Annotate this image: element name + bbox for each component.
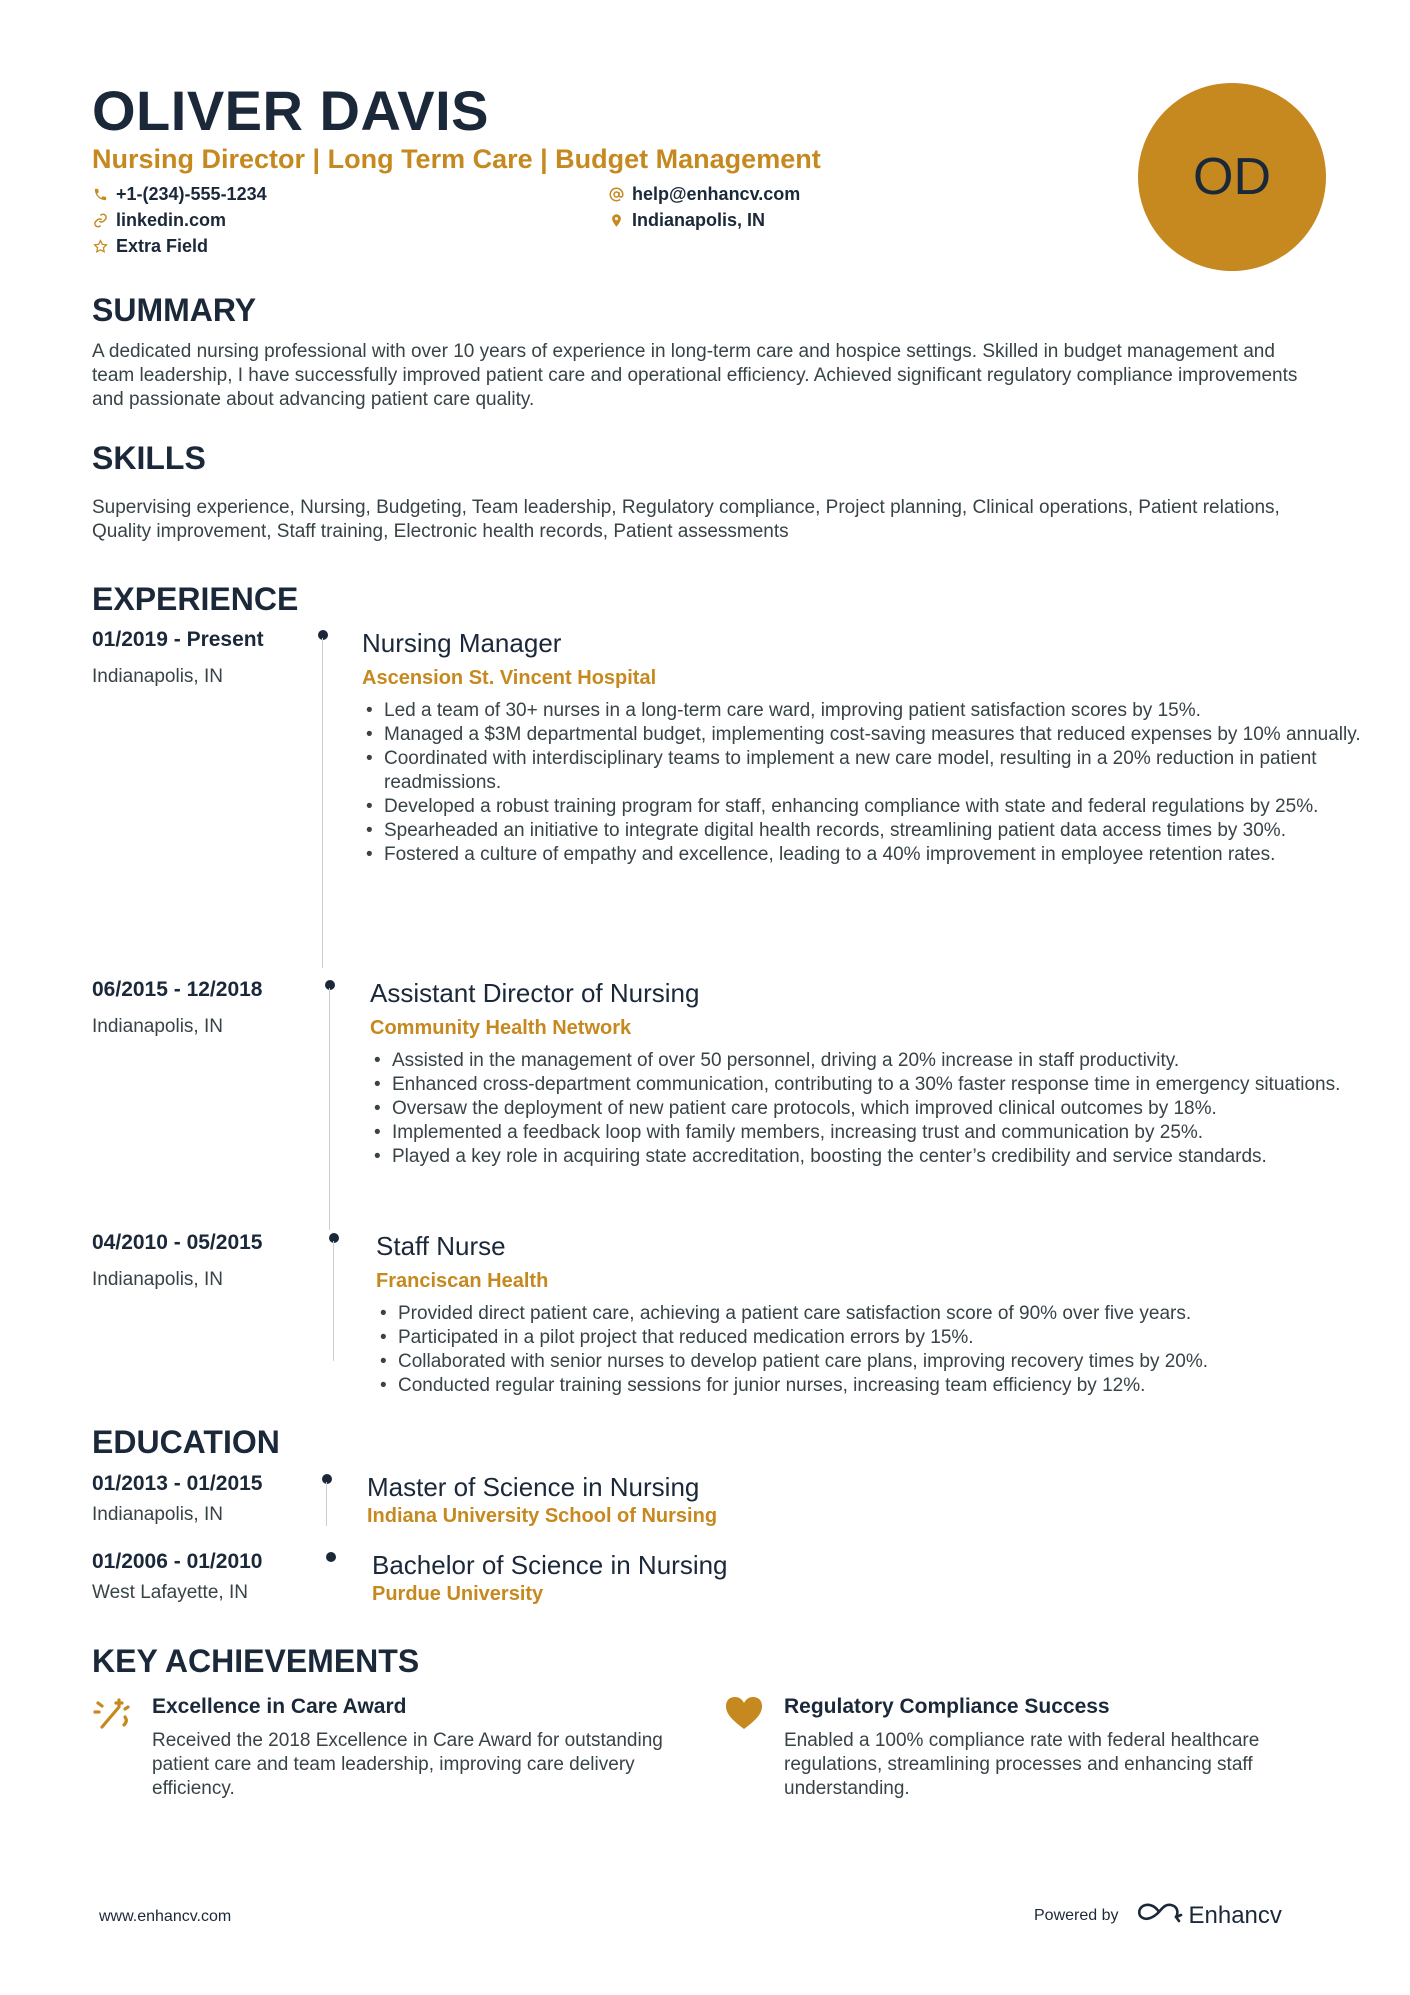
achievement-title: Regulatory Compliance Success: [784, 1695, 1110, 1718]
education-school: Purdue University: [372, 1583, 544, 1605]
education-location: Indianapolis, IN: [92, 1504, 223, 1525]
timeline-line: [333, 1241, 334, 1361]
contact-location: [608, 207, 765, 233]
contact-phone: [92, 181, 267, 207]
location-text: Indianapolis, IN: [632, 209, 766, 230]
infinity-logo-icon: [1135, 1900, 1183, 1931]
education-degree: Master of Science in Nursing: [367, 1472, 700, 1502]
experience-bullets: [376, 1302, 1376, 1398]
list-item: • Developed a robust training program for staff, enhancing compliance with state and federal regulations by 25%.: [362, 795, 1362, 819]
experience-org: Community Health Network: [370, 1017, 632, 1039]
magic-wand-icon: [92, 1695, 132, 1731]
achievement-item: [724, 1695, 1284, 1815]
skills-text: Supervising experience, Nursing, Budgeting, Team leadership, Regulatory compliance, Project planning, Clinical operations, Patient relations, Quality improvement, Staff training, Electronic health records, Patient assessments: [92, 497, 1280, 542]
list-item: • Led a team of 30+ nurses in a long-term care ward, improving patient satisfaction scores by 15%.: [362, 699, 1362, 723]
timeline-line: [322, 638, 323, 968]
achievement-title: Excellence in Care Award: [152, 1695, 407, 1718]
list-item: • Participated in a pilot project that reduced medication errors by 15%.: [376, 1326, 1376, 1350]
education-entry: [92, 1472, 1332, 1542]
experience-date: 01/2019 - Present: [92, 628, 264, 651]
experience-bullets: [362, 699, 1362, 867]
education-date: 01/2013 - 01/2015: [92, 1472, 263, 1495]
avatar-initials: OD: [1193, 148, 1271, 206]
education-degree: Bachelor of Science in Nursing: [372, 1550, 728, 1580]
achievements-heading: KEY ACHIEVEMENTS: [92, 1643, 420, 1679]
achievement-text: Enabled a 100% compliance rate with federal healthcare regulations, streamlining processes and enhancing staff understanding.: [784, 1730, 1260, 1799]
experience-entry: [92, 978, 1341, 1228]
experience-bullets: [370, 1049, 1370, 1169]
summary-heading: SUMMARY: [92, 292, 257, 328]
contact-extra: [92, 233, 208, 259]
education-date: 01/2006 - 01/2010: [92, 1550, 263, 1573]
list-item: • Collaborated with senior nurses to develop patient care plans, improving recovery times by 20%.: [376, 1350, 1376, 1374]
experience-entry: [92, 628, 1361, 968]
location-pin-icon: [608, 212, 624, 228]
at-sign-icon: [608, 186, 624, 202]
experience-role: Assistant Director of Nursing: [370, 978, 700, 1008]
heart-icon: [724, 1695, 764, 1731]
timeline-dot: [325, 980, 335, 990]
education-entry: [92, 1550, 1332, 1620]
email-text: help@enhancv.com: [632, 183, 801, 204]
contact-email[interactable]: [608, 181, 800, 207]
education-location: West Lafayette, IN: [92, 1582, 248, 1603]
timeline-line: [326, 1482, 327, 1526]
timeline-line: [329, 988, 330, 1230]
footer-website-link[interactable]: www.enhancv.com: [99, 1908, 232, 1925]
education-heading: EDUCATION: [92, 1424, 280, 1460]
skills-heading: SKILLS: [92, 440, 206, 476]
list-item: • Coordinated with interdisciplinary teams to implement a new care model, resulting in a 20% reduction in patient readmissions.: [362, 747, 1362, 795]
list-item: • Conducted regular training sessions for junior nurses, increasing team efficiency by 12%.: [376, 1374, 1376, 1398]
experience-entry: [92, 1231, 1332, 1396]
experience-role: Staff Nurse: [376, 1231, 506, 1261]
list-item: • Assisted in the management of over 50 personnel, driving a 20% increase in staff productivity.: [370, 1049, 1370, 1073]
experience-location: Indianapolis, IN: [92, 1016, 223, 1037]
list-item: • Managed a $3M departmental budget, implementing cost-saving measures that reduced expenses by 10% annually.: [362, 723, 1362, 747]
extra-field-text: Extra Field: [116, 235, 209, 256]
powered-by-label: Powered by: [1034, 1906, 1119, 1924]
experience-org: Franciscan Health: [376, 1270, 549, 1292]
achievement-text: Received the 2018 Excellence in Care Award for outstanding patient care and team leadership, improving care delivery efficiency.: [152, 1730, 663, 1799]
experience-location: Indianapolis, IN: [92, 1269, 223, 1290]
list-item: • Spearheaded an initiative to integrate digital health records, streamlining patient data access times by 30%.: [362, 819, 1362, 843]
brand-name: Enhancv: [1188, 1901, 1282, 1929]
experience-org: Ascension St. Vincent Hospital: [362, 667, 657, 689]
footer-branding: [1034, 1900, 1282, 1931]
experience-date: 04/2010 - 05/2015: [92, 1231, 263, 1254]
list-item: • Provided direct patient care, achieving a patient care satisfaction score of 90% over five years.: [376, 1302, 1376, 1326]
list-item: • Fostered a culture of empathy and excellence, leading to a 40% improvement in employee retention rates.: [362, 843, 1362, 867]
list-item: • Played a key role in acquiring state accreditation, boosting the center’s credibility and service standards.: [370, 1145, 1370, 1169]
avatar: [1138, 83, 1326, 271]
timeline-dot: [326, 1552, 336, 1562]
star-icon: [92, 238, 108, 254]
phone-icon: [92, 186, 108, 202]
list-item: • Enhanced cross-department communication, contributing to a 30% faster response time in emergency situations.: [370, 1073, 1370, 1097]
experience-role: Nursing Manager: [362, 628, 562, 658]
achievement-item: [92, 1695, 663, 1815]
timeline-dot: [318, 630, 328, 640]
education-school: Indiana University School of Nursing: [367, 1505, 718, 1527]
candidate-name: OLIVER DAVIS: [92, 79, 490, 142]
experience-location: Indianapolis, IN: [92, 666, 223, 687]
link-icon: [92, 212, 108, 228]
timeline-dot: [329, 1233, 339, 1243]
timeline-dot: [322, 1474, 332, 1484]
list-item: • Oversaw the deployment of new patient care protocols, which improved clinical outcomes by 18%.: [370, 1097, 1370, 1121]
phone-text: +1-(234)-555-1234: [116, 183, 267, 204]
list-item: • Implemented a feedback loop with family members, increasing trust and communication by 25%.: [370, 1121, 1370, 1145]
linkedin-text: linkedin.com: [116, 209, 227, 230]
summary-text: A dedicated nursing professional with over 10 years of experience in long-term care and hospice settings. Skilled in budget management and team leadership, I have successfully improved patient care and operational efficiency. Achieved significant regulatory compliance improvements and passionate about advancing patient care quality.: [92, 341, 1298, 410]
brand-logo[interactable]: [1135, 1900, 1282, 1931]
experience-date: 06/2015 - 12/2018: [92, 978, 263, 1001]
contact-linkedin[interactable]: [92, 207, 226, 233]
candidate-tagline: Nursing Director | Long Term Care | Budget Management: [92, 144, 821, 174]
experience-heading: EXPERIENCE: [92, 581, 299, 617]
